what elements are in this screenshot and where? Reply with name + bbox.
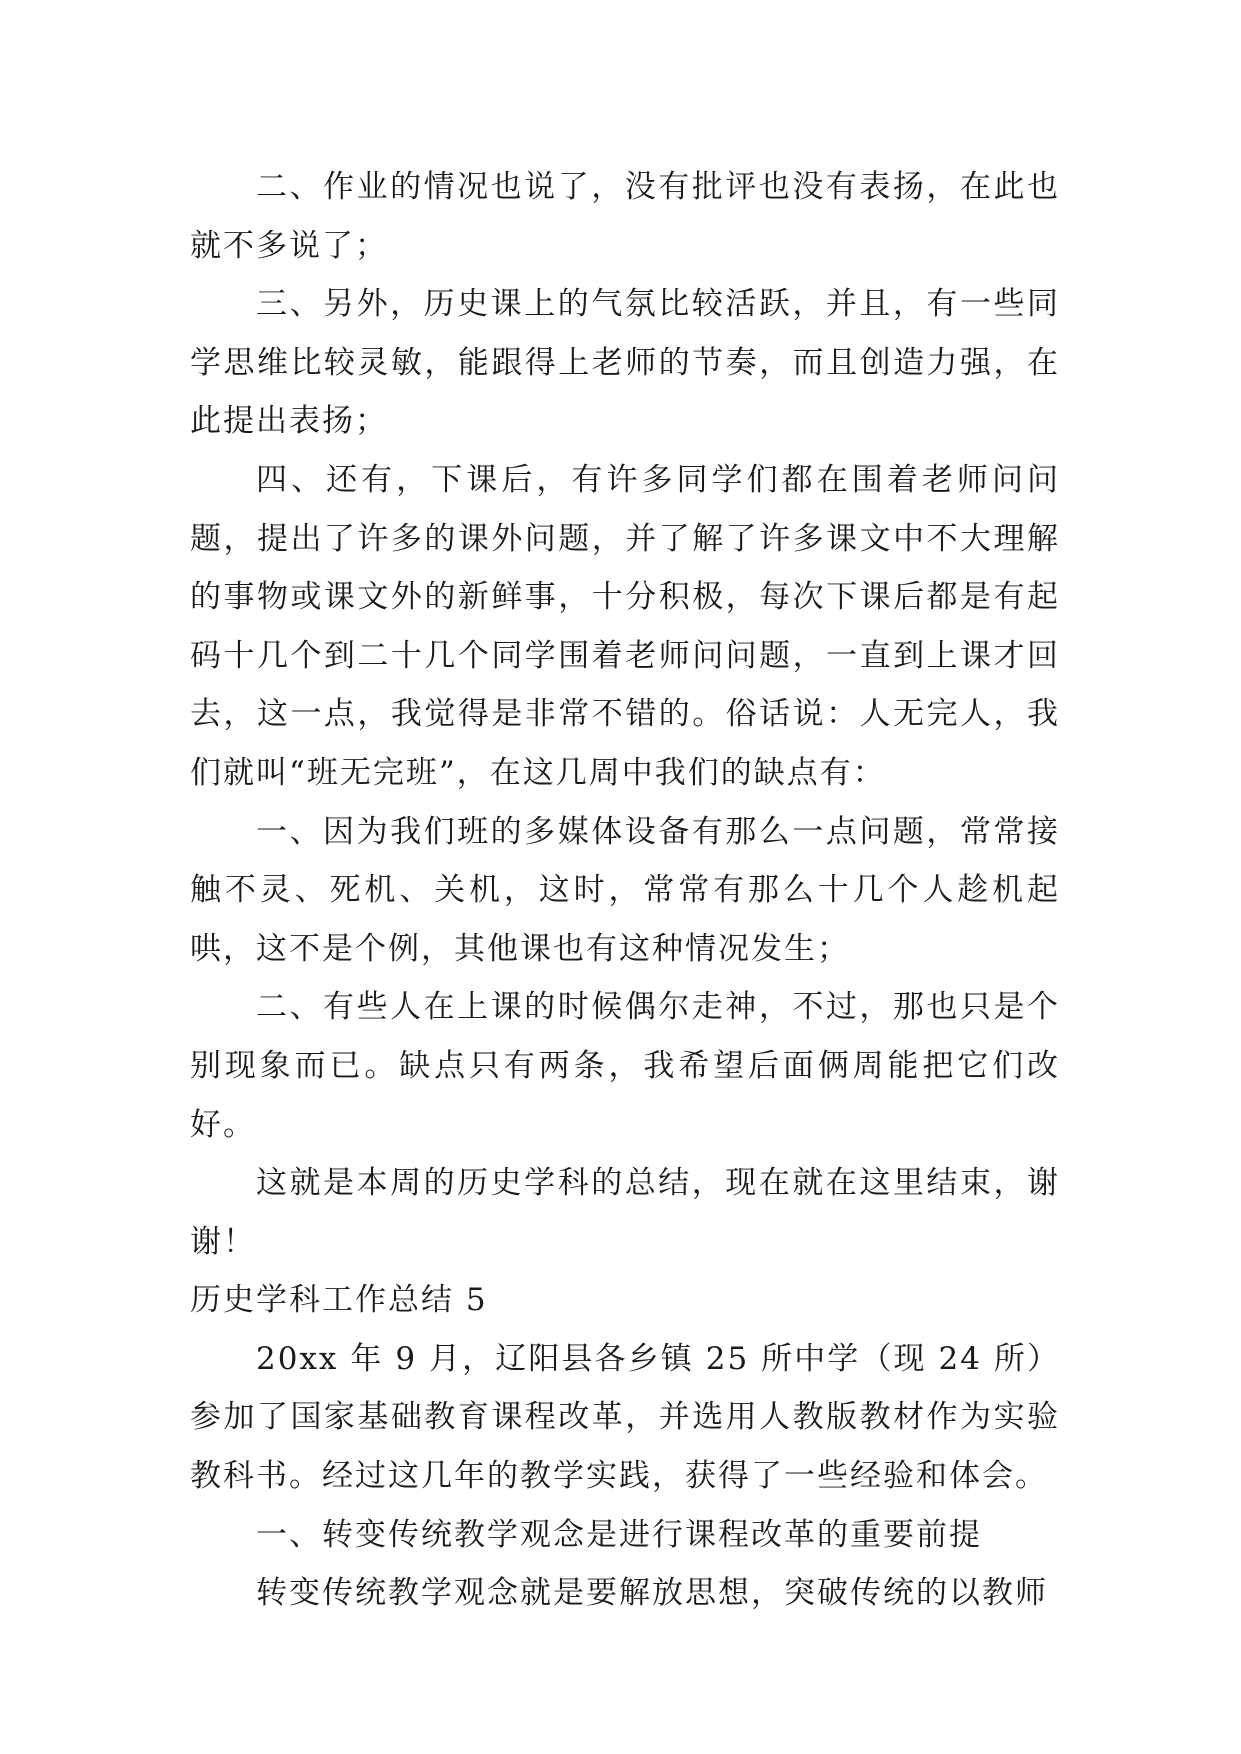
section-heading: 历史学科工作总结 5 <box>190 1282 488 1319</box>
paragraph: 转变传统教学观念就是要解放思想，突破传统的以教师 <box>256 1575 1048 1612</box>
paragraph: 一、因为我们班的多媒体设备有那么一点问题，常常接触不灵、死机、关机，这时，常常有那么十几个人趁机起哄，这不是个例，其他课也有这种情况发生； <box>190 813 1060 967</box>
paragraph: 三、另外，历史课上的气氛比较活跃，并且，有一些同学思维比较灵敏，能跟得上老师的节奏，而且创造力强，在此提出表扬； <box>190 286 1060 440</box>
paragraph: 20xx 年 9 月，辽阳县各乡镇 25 所中学（现 24 所）参加了国家基础教育课程改革，并选用人教版教材作为实验教科书。经过这几年的教学实践，获得了一些经验和体会。 <box>190 1340 1060 1495</box>
paragraph: 四、还有，下课后，有许多同学们都在围着老师问问题，提出了许多的课外问题，并了解了许多课文中不大理解的事物或课文外的新鲜事，十分积极，每次下课后都是有起码十几个到二十几个同学围着老师问问题，一直到上课才回去，这一点，我觉得是非常不错的。俗话说：人无完人，我们就叫“班无完班”，在这几周中我们的缺点有： <box>190 461 1060 791</box>
paragraph: 二、有些人在上课的时候偶尔走神，不过，那也只是个别现象而已。缺点只有两条，我希望后面俩周能把它们改好。 <box>190 989 1060 1143</box>
paragraph: 这就是本周的历史学科的总结，现在就在这里结束，谢谢！ <box>190 1165 1060 1260</box>
document-body <box>190 158 1060 1623</box>
paragraph: 二、作业的情况也说了，没有批评也没有表扬，在此也就不多说了； <box>190 169 1060 264</box>
paragraph: 一、转变传统教学观念是进行课程改革的重要前提 <box>256 1516 982 1553</box>
